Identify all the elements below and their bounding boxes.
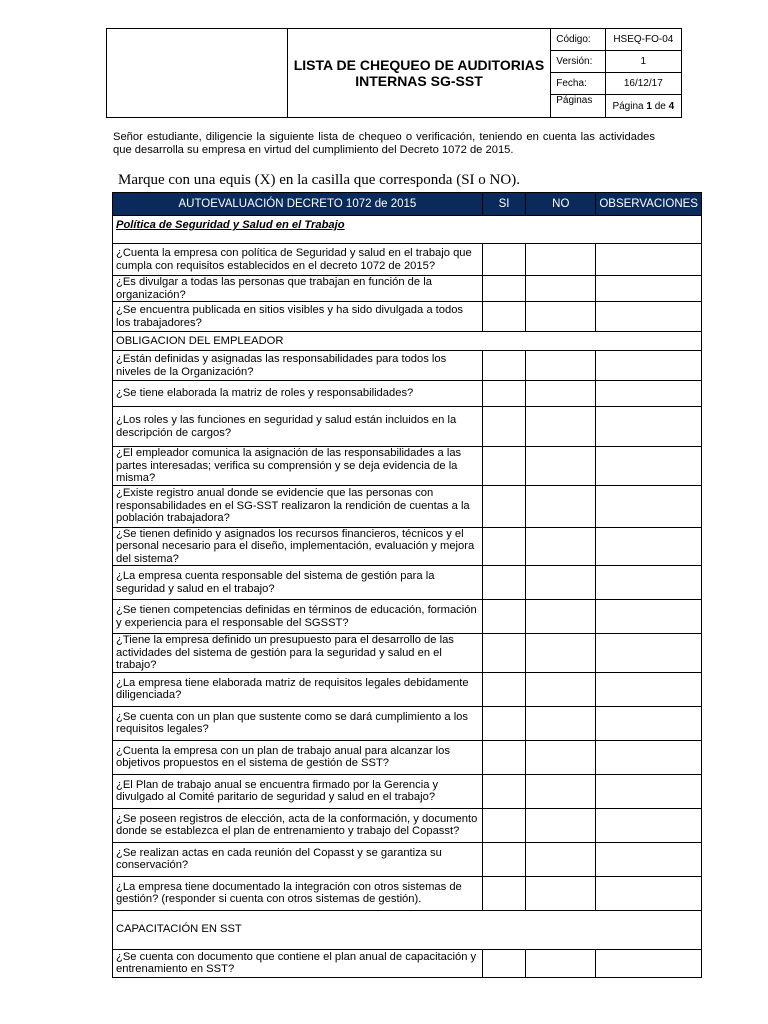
pagina-current: 1 [646,100,652,112]
instruction-text: Marque con una equis (X) en la casilla que corresponda (SI o NO). [118,172,520,188]
si-cell[interactable] [482,842,525,876]
no-cell[interactable] [526,740,596,774]
no-cell[interactable] [526,672,596,706]
no-cell[interactable] [526,808,596,842]
codigo-value: HSEQ-FO-04 [605,29,681,51]
observaciones-cell[interactable] [596,672,702,706]
no-cell[interactable] [526,876,596,910]
no-cell[interactable] [526,949,596,977]
observaciones-cell[interactable] [596,706,702,740]
checklist-row [113,672,702,706]
question-text: ¿Existe registro anual donde se evidencie que las personas con responsabilidades en el SG-SST realizaron la rendición de cuentas a la población trabajadora? [113,485,483,527]
observaciones-cell[interactable] [596,808,702,842]
checklist-row [113,808,702,842]
version-label: Versión: [551,51,605,73]
observaciones-cell[interactable] [596,740,702,774]
observaciones-cell[interactable] [596,351,702,381]
si-cell[interactable] [482,381,525,407]
si-cell[interactable] [482,706,525,740]
pagina-de: de [654,100,666,112]
si-cell[interactable] [482,774,525,808]
observaciones-cell[interactable] [596,774,702,808]
question-text: ¿Tiene la empresa definido un presupuesto para el desarrollo de las actividades del sistema de gestión para la seguridad y salud en el trabajo? [113,634,483,673]
observaciones-cell[interactable] [596,634,702,673]
checklist-row [113,949,702,977]
question-text: ¿Es divulgar a todas las personas que trabajan en función de la organización? [113,276,483,302]
si-cell[interactable] [482,566,525,600]
observaciones-cell[interactable] [596,949,702,977]
checklist-row [113,351,702,381]
col-header-observaciones: OBSERVACIONES [596,193,702,216]
paginas-label: Páginas [551,95,605,118]
no-cell[interactable] [526,351,596,381]
checklist-row [113,244,702,276]
question-text: ¿La empresa cuenta responsable del sistema de gestión para la seguridad y salud en el trabajo? [113,566,483,600]
observaciones-cell[interactable] [596,276,702,302]
checklist-row [113,527,702,566]
question-text: ¿Se cuenta con un plan que sustente como se dará cumplimiento a los requisitos legales? [113,706,483,740]
checklist-table [112,192,702,978]
observaciones-cell[interactable] [596,407,702,447]
observaciones-cell[interactable] [596,527,702,566]
question-text: ¿La empresa tiene documentado la integración con otros sistemas de gestión? (responder si cuenta con otros sistemas de gestión). [113,876,483,910]
observaciones-cell[interactable] [596,600,702,634]
question-text: ¿Están definidas y asignadas las responsabilidades para todos los niveles de la Organización? [113,351,483,381]
no-cell[interactable] [526,276,596,302]
no-cell[interactable] [526,634,596,673]
si-cell[interactable] [482,276,525,302]
si-cell[interactable] [482,527,525,566]
question-text: ¿Los roles y las funciones en seguridad y salud están incluidos en la descripción de cargos? [113,407,483,447]
no-cell[interactable] [526,566,596,600]
intro-paragraph: Señor estudiante, diligencie la siguiente lista de chequeo o verificación, teniendo en cuenta las actividades que desarrolla su empresa en virtud del cumplimiento del Decreto 1072 de 2015. [113,131,655,156]
checklist-row [113,740,702,774]
question-text: ¿Se tiene elaborada la matriz de roles y responsabilidades? [113,381,483,407]
observaciones-cell[interactable] [596,485,702,527]
observaciones-cell[interactable] [596,302,702,332]
observaciones-cell[interactable] [596,244,702,276]
col-header-question: AUTOEVALUACIÓN DECRETO 1072 de 2015 [113,193,483,216]
question-text: ¿Cuenta la empresa con un plan de trabajo anual para alcanzar los objetivos propuestos en el sistema de gestión de SST? [113,740,483,774]
no-cell[interactable] [526,600,596,634]
question-text: ¿Se encuentra publicada en sitios visibles y ha sido divulgada a todos los trabajadores? [113,302,483,332]
checklist-row [113,302,702,332]
checklist-row [113,276,702,302]
checklist-header-row [113,193,702,216]
observaciones-cell[interactable] [596,876,702,910]
version-value: 1 [605,51,681,73]
checklist-row [113,706,702,740]
section-header-row [113,216,702,244]
checklist-row [113,407,702,447]
checklist-row [113,381,702,407]
col-header-no: NO [526,193,596,216]
fecha-value: 16/12/17 [605,73,681,95]
document-title: LISTA DE CHEQUEO DE AUDITORIAS INTERNAS SG-SST [287,29,550,118]
question-text: ¿Se tienen competencias definidas en términos de educación, formación y experiencia para el responsable del SGSST? [113,600,483,634]
question-text: ¿El empleador comunica la asignación de las responsabilidades a las partes interesadas; verifica su comprensión y se deja evidencia de la misma? [113,447,483,486]
no-cell[interactable] [526,244,596,276]
document-header [106,28,682,118]
si-cell[interactable] [482,808,525,842]
no-cell[interactable] [526,485,596,527]
si-cell[interactable] [482,244,525,276]
checklist-row [113,447,702,486]
section-header-row [113,910,702,949]
section-header-row [113,332,702,351]
question-text: ¿Cuenta la empresa con política de Seguridad y salud en el trabajo que cumpla con requisitos establecidos en el decreto 1072 de 2015? [113,244,483,276]
si-cell[interactable] [482,876,525,910]
si-cell[interactable] [482,302,525,332]
question-text: ¿El Plan de trabajo anual se encuentra firmado por la Gerencia y divulgado al Comité paritario de seguridad y salud en el trabajo? [113,774,483,808]
no-cell[interactable] [526,842,596,876]
checklist-row [113,600,702,634]
observaciones-cell[interactable] [596,566,702,600]
checklist-row [113,774,702,808]
question-text: ¿Se tienen definido y asignados los recursos financieros, técnicos y el personal necesario para el diseño, implementación, evaluación y mejora del sistema? [113,527,483,566]
observaciones-cell[interactable] [596,842,702,876]
si-cell[interactable] [482,634,525,673]
no-cell[interactable] [526,774,596,808]
checklist-row [113,485,702,527]
si-cell[interactable] [482,447,525,486]
si-cell[interactable] [482,949,525,977]
no-cell[interactable] [526,527,596,566]
no-cell[interactable] [526,447,596,486]
no-cell[interactable] [526,381,596,407]
checklist-row [113,566,702,600]
no-cell[interactable] [526,706,596,740]
question-text: ¿Se cuenta con documento que contiene el plan anual de capacitación y entrenamiento en SST? [113,949,483,977]
section-title: CAPACITACIÓN EN SST [113,910,702,949]
si-cell[interactable] [482,485,525,527]
col-header-si: SI [482,193,525,216]
si-cell[interactable] [482,351,525,381]
fecha-label: Fecha: [551,73,605,95]
section-title: Política de Seguridad y Salud en el Trabajo [113,216,702,244]
pagina-prefix: Página [612,100,644,112]
question-text: ¿La empresa tiene elaborada matriz de requisitos legales debidamente diligenciada? [113,672,483,706]
section-title: OBLIGACION DEL EMPLEADOR [113,332,702,351]
si-cell[interactable] [482,740,525,774]
no-cell[interactable] [526,302,596,332]
pagina-total: 4 [668,100,675,112]
no-cell[interactable] [526,407,596,447]
question-text: ¿Se realizan actas en cada reunión del Copasst y se garantiza su conservación? [113,842,483,876]
checklist-body [113,216,702,978]
checklist-row [113,634,702,673]
observaciones-cell[interactable] [596,447,702,486]
logo-placeholder [107,29,288,118]
checklist-row [113,876,702,910]
si-cell[interactable] [482,672,525,706]
si-cell[interactable] [482,600,525,634]
codigo-label: Código: [551,29,605,51]
question-text: ¿Se poseen registros de elección, acta de la conformación, y documento donde se establezca el plan de entrenamiento y trabajo del Copasst? [113,808,483,842]
checklist-row [113,842,702,876]
observaciones-cell[interactable] [596,381,702,407]
pagina-value [605,95,681,118]
si-cell[interactable] [482,407,525,447]
